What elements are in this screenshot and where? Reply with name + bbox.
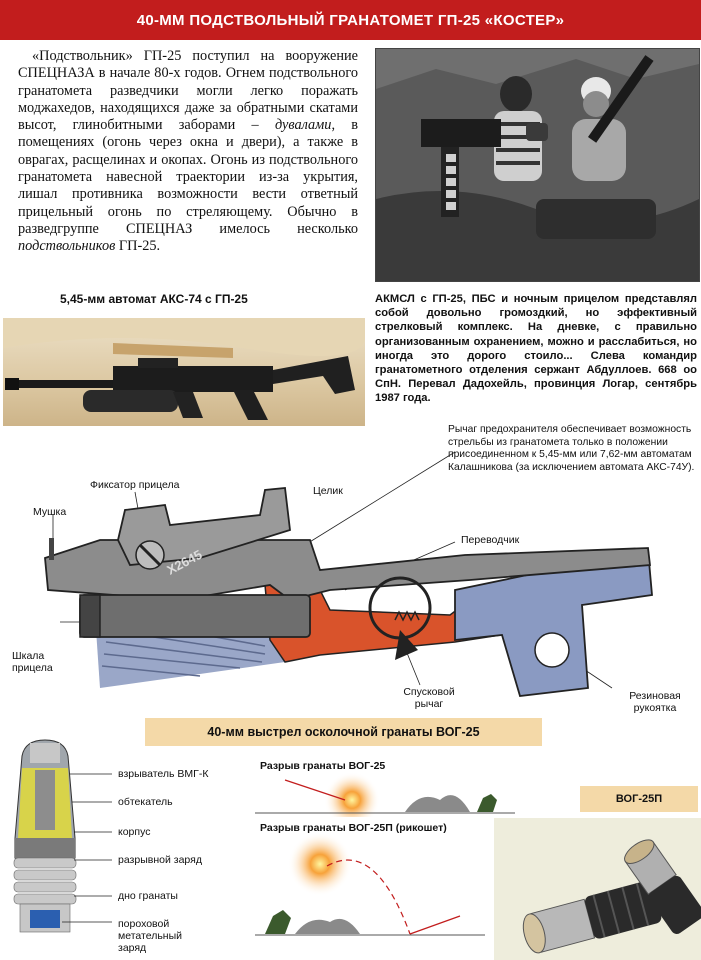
blast1-scene	[255, 772, 525, 817]
page-title: 40-ММ ПОДСТВОЛЬНЫЙ ГРАНАТОМЕТ ГП-25 «КОСТЕР»	[136, 11, 565, 29]
serial-number: Х2645	[164, 546, 205, 578]
photo-caption: АКМСЛ с ГП-25, ПБС и ночным прицелом представлял собой довольно громоздкий, но эффективный стрелковый комплекс. На дневке, с правильно организованным охранением, можно и расслабиться, но иногда это дорого стоило... Слева командир гранатометного отделения сержант Абдуллоев. 668 оо СпН. Перевал Дадохейль, провинция Логар, сентябрь 1987 года.	[375, 293, 697, 405]
part-propellant: пороховой метательный заряд	[118, 918, 182, 954]
intro-text	[18, 48, 358, 256]
blast2-scene	[255, 834, 495, 939]
part-body: корпус	[118, 826, 151, 838]
label-trigger: Спусковой рычаг	[403, 686, 455, 710]
rifle-photo	[3, 318, 365, 426]
safety-lever-note: Рычаг предохранителя обеспечивает возможность стрельбы из гранатомета только в положении присоединенном к 5,45-мм или 7,62-мм автоматам Калашникова (за исключением автомата АКС-74У).	[448, 424, 695, 473]
part-fairing: обтекатель	[118, 796, 173, 808]
intro-italic: подствольников	[18, 238, 116, 255]
vog25p-label: ВОГ-25П	[580, 786, 698, 812]
rifle-caption: 5,45-мм автомат АКС-74 с ГП-25	[60, 292, 248, 306]
blast2-title: Разрыв гранаты ВОГ-25П (рикошет)	[260, 822, 447, 834]
vog-banner: 40-мм выстрел осколочной гранаты ВОГ-25	[145, 718, 542, 746]
intro-part: , в помещениях (огонь через окна и двери), а также в оврагах, расщелинах и окопах. Огонь из подствольного гранатомета навесной траектории из-за укрытия, лишал противника возможности вести ответный прицельный огонь по стреляющему. Обычно в разведгруппе СПЕЦНАЗ имелось несколько	[18, 117, 358, 237]
part-charge: разрывной заряд	[118, 854, 202, 866]
label-scale: Шкала прицела	[12, 650, 53, 674]
part-fuze: взрыватель ВМГ-К	[118, 768, 209, 780]
intro-part: «Подствольник» ГП-25 поступил на вооружение СПЕЦНАЗА в начале 80-х годов. Огнем подствольного гранатомета разведчики могли легко поражать моджахедов, находящихся даже за обратными скатами высот, глинобитными заборами –	[18, 48, 358, 134]
vog25p-photo	[494, 818, 701, 960]
blast1-title: Разрыв гранаты ВОГ-25	[260, 760, 386, 772]
label-mushka: Мушка	[33, 506, 67, 518]
label-grip: Резиновая рукоятка	[629, 690, 681, 714]
soldiers-photo	[375, 48, 700, 282]
intro-italic: дувалами	[274, 117, 332, 134]
label-fixator: Фиксатор прицела	[90, 479, 180, 491]
page-header	[0, 0, 701, 40]
label-celik: Целик	[313, 485, 343, 497]
grenade-cross-section	[0, 738, 120, 960]
intro-part: ГП-25.	[115, 238, 161, 255]
part-bottom: дно гранаты	[118, 890, 178, 902]
label-perevodchik: Переводчик	[461, 534, 520, 546]
